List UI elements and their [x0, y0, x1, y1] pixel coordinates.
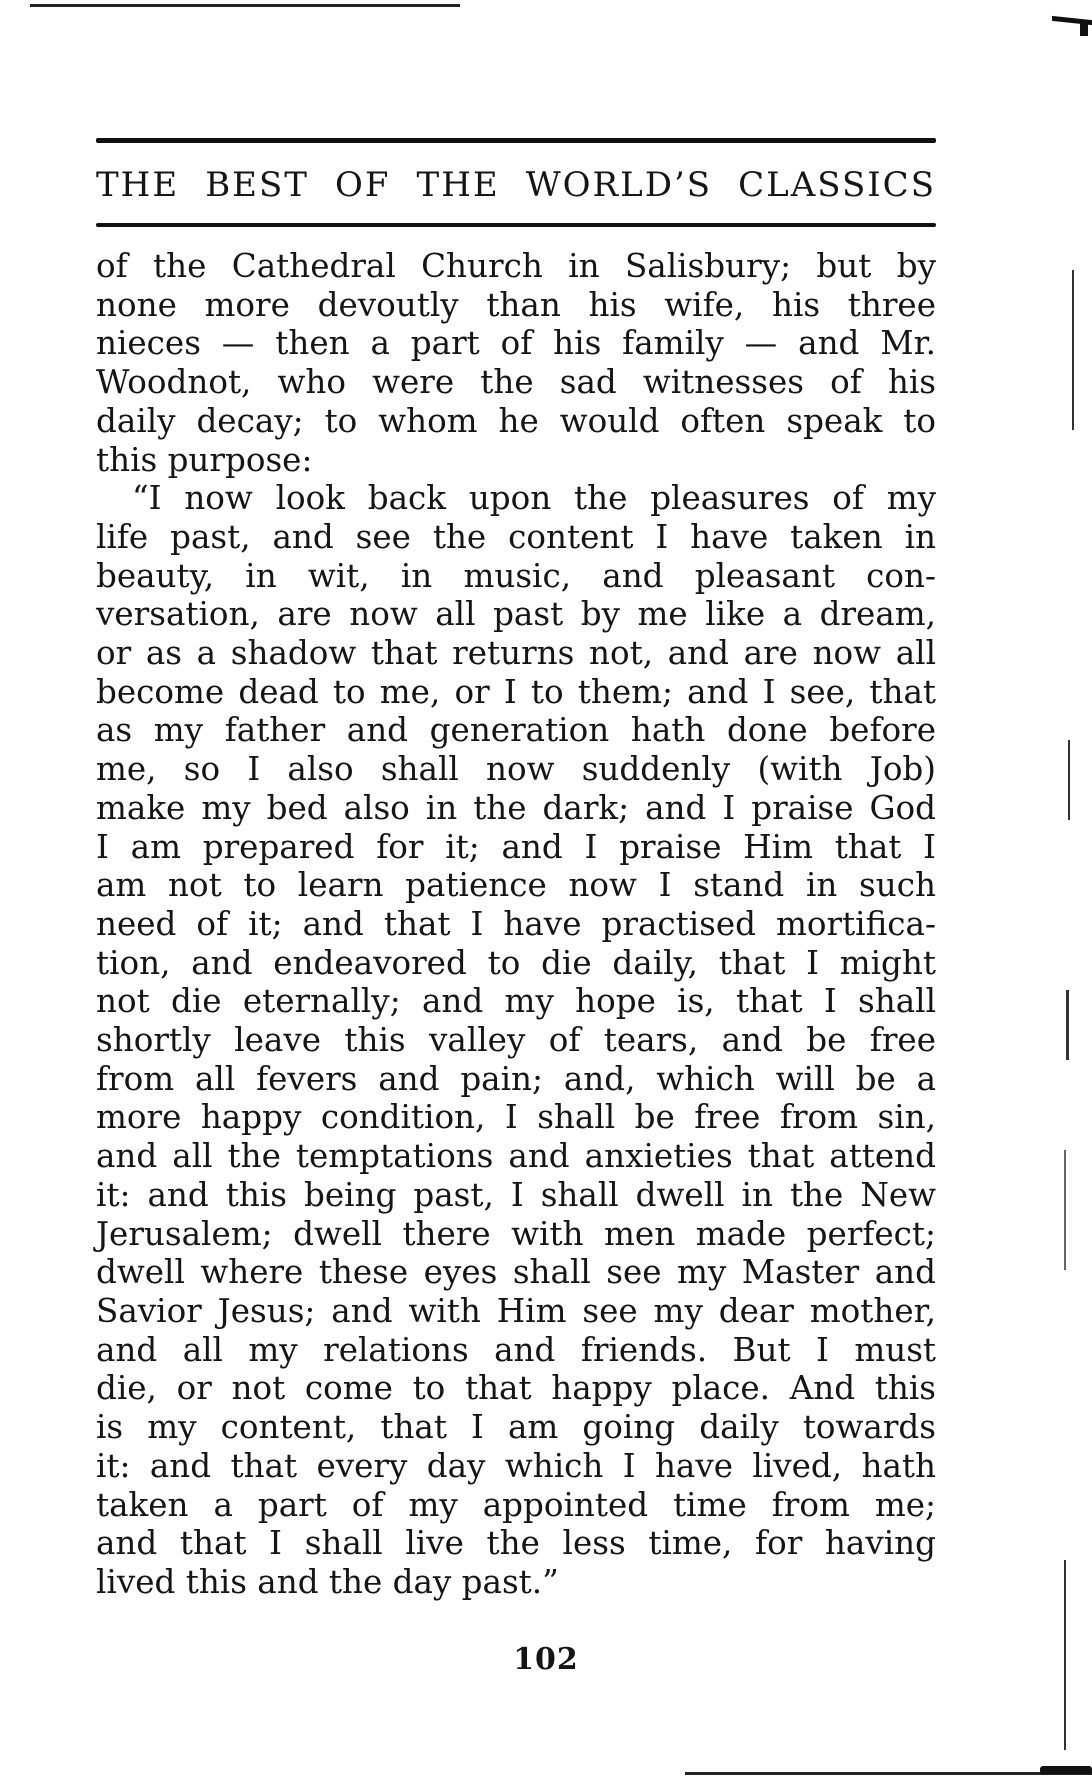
- text-line: dwell where these eyes shall see my Master and: [96, 1253, 936, 1292]
- text-line: this purpose:: [96, 440, 313, 479]
- text-line: make my bed also in the dark; and I praise God: [96, 788, 936, 827]
- text-line: of the Cathedral Church in Salisbury; but by: [96, 247, 936, 285]
- paragraph-2: [96, 479, 936, 1601]
- running-head: THE BEST OF THE WORLD’S CLASSICS: [96, 165, 936, 205]
- text-line: taken a part of my appointed time from me;: [96, 1485, 936, 1524]
- header-rule-bottom: [96, 223, 936, 227]
- text-line: nieces — then a part of his family — and Mr.: [96, 324, 936, 363]
- text-line: it: and that every day which I have lived, hath: [96, 1446, 936, 1485]
- text-line: and all my relations and friends. But I must: [96, 1330, 936, 1369]
- scan-edge-mark: [1064, 1150, 1066, 1270]
- text-line: more happy condition, I shall be free from sin,: [96, 1098, 936, 1137]
- text-line: life past, and see the content I have taken in: [96, 517, 936, 556]
- body-text: [96, 247, 936, 1602]
- text-line: Woodnot, who were the sad witnesses of his: [96, 363, 936, 402]
- paragraph-1: [96, 247, 936, 479]
- text-line: I am prepared for it; and I praise Him that I: [96, 827, 936, 866]
- text-line: daily decay; to whom he would often speak to: [96, 401, 936, 440]
- scan-edge-mark: [1072, 270, 1074, 430]
- text-line: from all fevers and pain; and, which will be a: [96, 1059, 936, 1098]
- scan-edge-mark: [1066, 990, 1069, 1060]
- text-line: “I now look back upon the pleasures of my: [132, 479, 936, 518]
- text-line: Jerusalem; dwell there with men made perfect;: [96, 1214, 936, 1253]
- text-line: as my father and generation hath done before: [96, 711, 936, 750]
- text-line: is my content, that I am going daily towards: [96, 1408, 936, 1447]
- scan-bottom-edge-line: [685, 1772, 1092, 1775]
- text-line: lived this and the day past.”: [96, 1562, 559, 1601]
- text-line: am not to learn patience now I stand in such: [96, 866, 936, 905]
- text-line: shortly leave this valley of tears, and be free: [96, 1021, 936, 1060]
- book-page: [96, 138, 936, 1602]
- header-rule-top: [96, 138, 936, 143]
- text-line: none more devoutly than his wife, his three: [96, 285, 936, 324]
- scan-top-edge-line: [30, 4, 460, 7]
- text-line: not die eternally; and my hope is, that I shall: [96, 982, 936, 1021]
- text-line: it: and this being past, I shall dwell in the New: [96, 1175, 936, 1214]
- text-line: and all the temptations and anxieties that attend: [96, 1137, 936, 1176]
- text-line: tion, and endeavored to die daily, that I might: [96, 943, 936, 982]
- text-line: or as a shadow that returns not, and are now all: [96, 634, 936, 673]
- text-line: versation, are now all past by me like a dream,: [96, 595, 936, 634]
- scan-bottom-mark: [1040, 1766, 1092, 1774]
- text-line: beauty, in wit, in music, and pleasant con-: [96, 556, 936, 595]
- scan-corner-mark-tick: [1080, 20, 1088, 36]
- text-line: and that I shall live the less time, for having: [96, 1524, 936, 1563]
- text-line: become dead to me, or I to them; and I see, that: [96, 672, 936, 711]
- text-line: Savior Jesus; and with Him see my dear mother,: [96, 1291, 936, 1330]
- page-number: 102: [513, 1642, 579, 1677]
- scan-edge-mark: [1064, 1560, 1066, 1750]
- text-line: need of it; and that I have practised mortifica-: [96, 904, 936, 943]
- text-line: die, or not come to that happy place. And this: [96, 1369, 936, 1408]
- text-line: me, so I also shall now suddenly (with Job): [96, 750, 936, 789]
- scan-edge-mark: [1068, 740, 1070, 820]
